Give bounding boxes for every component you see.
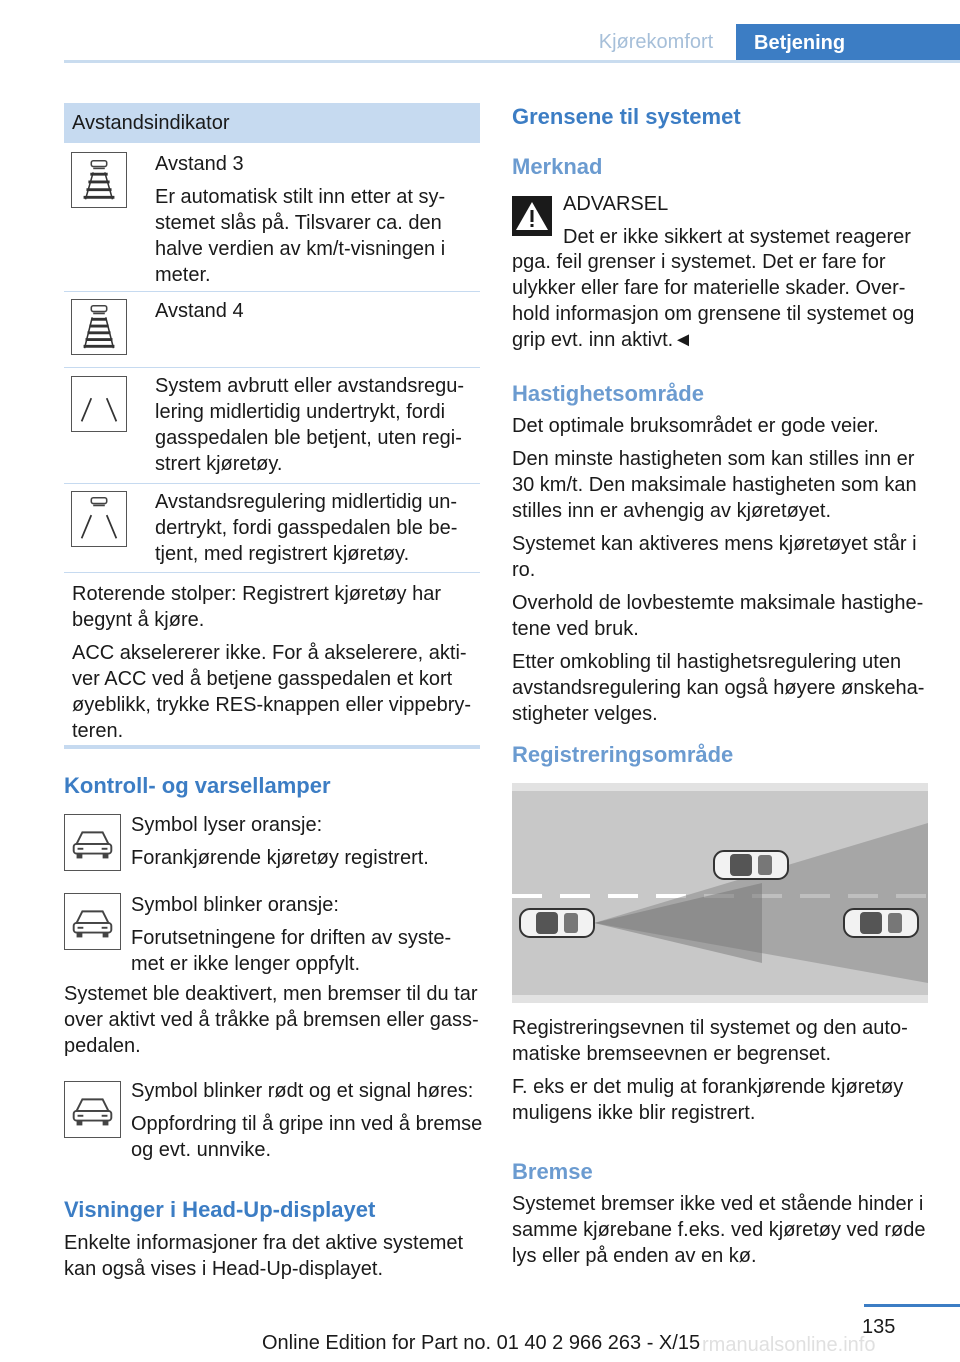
hud-text [64, 1230, 463, 1282]
text-line: Roterende stolper: Registrert kjøretøy har [72, 583, 442, 605]
row-interrupted-text [155, 373, 464, 477]
car-indicator-icon [64, 1081, 121, 1138]
text-line: Det optimale bruksområdet er gode veier. [512, 415, 879, 437]
lamp-item-3 [131, 1078, 482, 1163]
registration-heading: Registreringsområde [512, 742, 734, 767]
row-line: dertrykt, fordi gasspedalen ble be- [155, 517, 458, 539]
text-line: samme kjørebane f.eks. ved kjøretøy ved røde [512, 1219, 926, 1241]
text-line: Systemet ble deaktivert, men bremser til du tar [64, 983, 478, 1005]
text-line: teren. [72, 720, 124, 742]
text-line: Symbol lyser oransje: [131, 814, 323, 836]
text-line: Systemet kan aktiveres mens kjøretøyet står i [512, 533, 917, 555]
row-line: halve verdien av km/t-visningen i [155, 238, 446, 260]
text-line: ver ACC ved å betjene gasspedalen et kort [72, 668, 453, 690]
text-line: Forutsetningene for driften av syste- [131, 927, 452, 949]
row-divider [64, 483, 480, 484]
car-indicator-icon [64, 814, 121, 871]
text-line: kan også vises i Head-Up-displayet. [64, 1258, 384, 1280]
registration-text [512, 1015, 908, 1126]
text-line: 30 km/t. Den maksimale hastigheten som kan [512, 474, 917, 496]
text-line: Symbol blinker oransje: [131, 894, 339, 916]
warning-icon [512, 196, 552, 236]
brake-text [512, 1191, 925, 1269]
text-line: Symbol blinker rødt og et signal høres: [131, 1080, 474, 1102]
text-line: met er ikke lenger oppfylt. [131, 953, 360, 975]
text-line: grip evt. inn aktivt.◄ [512, 329, 693, 351]
text-line: pedalen. [64, 1035, 141, 1057]
text-line: avstandsregulering kan også høyere ønskeha- [512, 677, 925, 699]
header-section-tab[interactable]: Kjørekomfort [598, 31, 714, 53]
page-number: 135 [862, 1316, 896, 1338]
text-line: ACC akselererer ikke. For å akselerere, akti- [72, 642, 467, 664]
text-line: Registreringsevnen til systemet og den auto- [512, 1017, 908, 1039]
row-suppressed-text [155, 489, 457, 567]
text-line: muligens ikke blir registrert. [512, 1102, 756, 1124]
text-line: Enkelte informasjoner fra det aktive systemet [64, 1232, 464, 1254]
text-line: matiske bremseevnen er begrenset. [512, 1043, 832, 1065]
row-distance-4-text [155, 298, 244, 324]
text-line: tene ved bruk. [512, 618, 639, 640]
text-line: øyeblikk, trykke RES-knappen eller vippebry- [72, 694, 472, 716]
row-line: System avbrutt eller avstandsregu- [155, 375, 465, 397]
text-line: F. eks er det mulig at forankjørende kjøretøy [512, 1076, 904, 1098]
row-line: gasspedalen ble betjent, uten regi- [155, 427, 462, 449]
lamps-text [64, 981, 479, 1059]
row-divider [64, 291, 480, 292]
distance-3-icon [71, 152, 127, 208]
hud-heading: Visninger i Head-Up-displayet [64, 1197, 376, 1222]
text-line: ulykker eller fare for materielle skader. Over- [512, 277, 906, 299]
lamp-item-2 [131, 892, 451, 977]
text-line: over aktivt ved å tråkke på bremsen eller gass- [64, 1009, 479, 1031]
row-title: Avstand 3 [155, 153, 244, 175]
text-line: ro. [512, 559, 536, 581]
text-line: Oppfordring til å gripe inn ved å bremse [131, 1113, 483, 1135]
car-indicator-icon [64, 893, 121, 950]
text-line: Systemet bremser ikke ved et stående hinder i [512, 1193, 924, 1215]
text-line: stilles inn er avhengig av kjøretøyet. [512, 500, 832, 522]
brake-heading: Bremse [512, 1159, 593, 1184]
warning-text [512, 249, 914, 353]
header-active-tab[interactable]: Betjening [736, 24, 960, 63]
warning-label: ADVARSEL [563, 193, 669, 215]
row-title: Avstand 4 [155, 300, 244, 322]
watermark-text: rmanualsonline.info [702, 1334, 876, 1356]
row-line: Avstandsregulering midlertidig un- [155, 491, 458, 513]
row-line: lering midlertidig undertrykt, fordi [155, 401, 446, 423]
text-line: stigheter velges. [512, 703, 658, 725]
table-footer-text [72, 581, 471, 744]
text-line: Overhold de lovbestemte maksimale hastighe- [512, 592, 924, 614]
text-line: hold informasjon om grensene til systemet og [512, 303, 915, 325]
text-line: begynt å kjøre. [72, 609, 205, 631]
speed-text [512, 413, 924, 727]
table-header: Avstandsindikator [64, 103, 480, 143]
row-divider [64, 367, 480, 368]
warning-line-first: Det er ikke sikkert at systemet reagerer [563, 226, 911, 248]
text-line: Etter omkobling til hastighetsregulering uten [512, 651, 902, 673]
page-number-rule [864, 1304, 960, 1307]
text-line: lys eller på enden av en kø. [512, 1245, 757, 1267]
edition-footer: Online Edition for Part no. 01 40 2 966 263 - X/15 [262, 1332, 701, 1354]
distance-4-icon [71, 299, 127, 355]
text-line: pga. feil grenser i systemet. Det er fare for [512, 251, 886, 273]
system-interrupted-icon [71, 376, 127, 432]
text-line: og evt. unnvike. [131, 1139, 272, 1161]
table-bottom-rule [64, 745, 480, 749]
speed-heading: Hastighetsområde [512, 381, 704, 406]
lamps-heading: Kontroll- og varsellamper [64, 773, 331, 798]
row-divider [64, 572, 480, 573]
row-distance-3-text [155, 151, 445, 288]
lamp-item-1 [131, 812, 429, 871]
text-line: Forankjørende kjøretøy registrert. [131, 847, 429, 869]
limits-heading: Grensene til systemet [512, 104, 741, 129]
row-line: meter. [155, 264, 211, 286]
note-heading: Merknad [512, 154, 603, 179]
row-line: Er automatisk stilt inn etter at sy- [155, 186, 446, 208]
header-rule [64, 60, 960, 63]
regulation-suppressed-icon [71, 491, 127, 547]
registration-area-diagram [512, 783, 928, 1003]
row-line: tjent, med registrert kjøretøy. [155, 543, 410, 565]
row-line: strert kjøretøy. [155, 453, 283, 475]
text-line: Den minste hastigheten som kan stilles inn er [512, 448, 915, 470]
row-line: stemet slås på. Tilsvarer ca. den [155, 212, 442, 234]
